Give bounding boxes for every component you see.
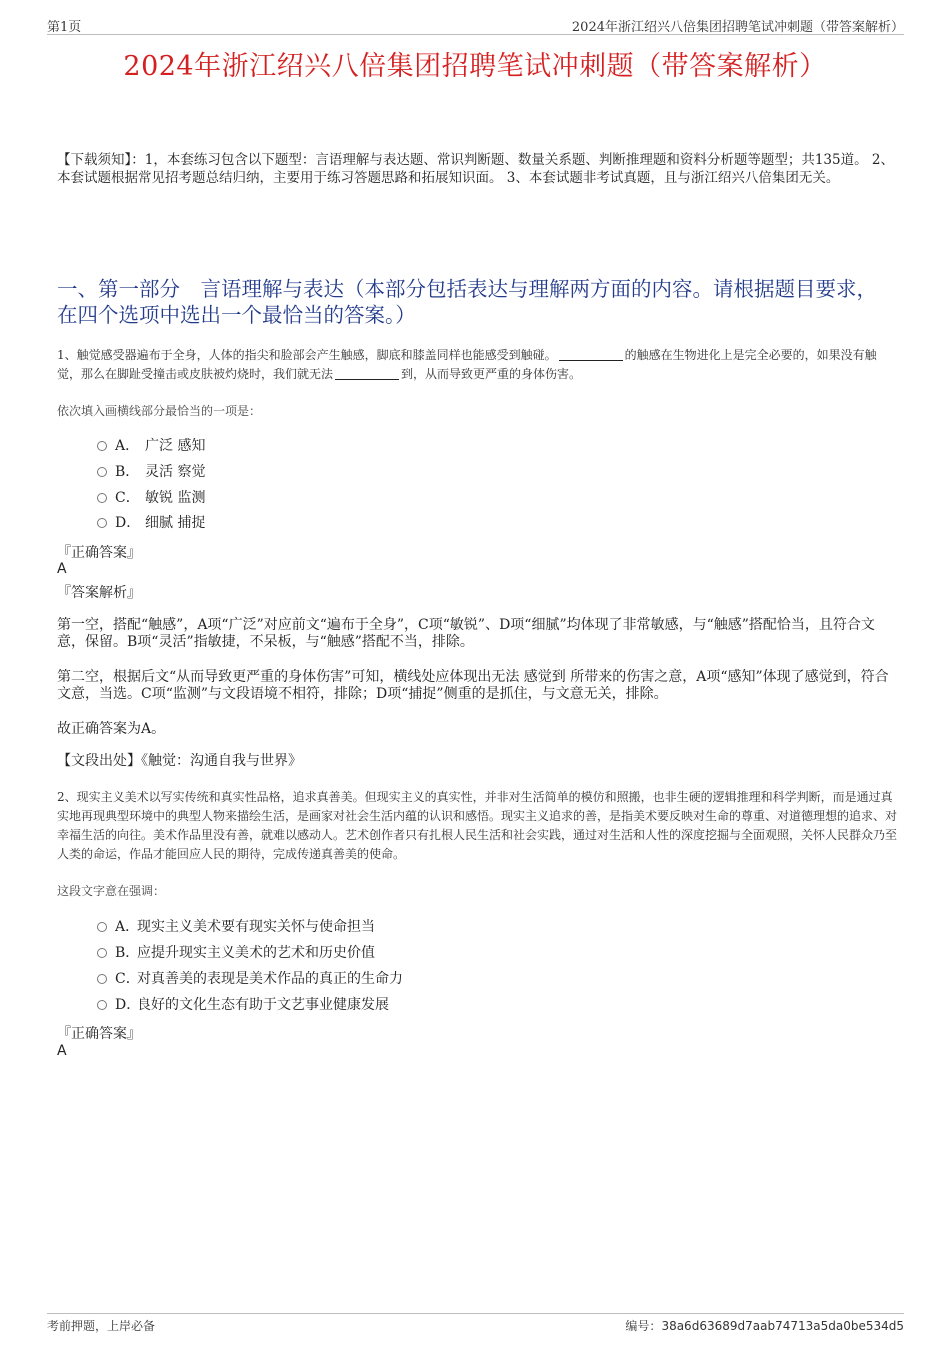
q1-answer: A: [57, 561, 67, 577]
question-2-stem: 这段文字意在强调：: [57, 884, 166, 898]
q1-analysis-label: 『答案解析』: [57, 585, 141, 601]
footer-slogan: 考前押题，上岸必备: [47, 1319, 156, 1333]
radio-icon[interactable]: [97, 518, 107, 528]
radio-icon[interactable]: [97, 441, 107, 451]
header-doc-title: 2024年浙江绍兴八倍集团招聘笔试冲刺题（带答案解析）: [571, 20, 904, 35]
page-header: [47, 14, 904, 35]
q2-option-a[interactable]: A．现实主义美术要有现实关怀与使命担当: [97, 917, 375, 937]
q2-option-b[interactable]: B．应提升现实主义美术的艺术和历史价值: [97, 943, 375, 963]
q1-option-d[interactable]: D． 细腻 捕捉: [97, 513, 205, 533]
q1-option-c[interactable]: C． 敏锐 监测: [97, 488, 205, 508]
q2-option-c[interactable]: C．对真善美的表现是美术作品的真正的生命力: [97, 969, 403, 989]
page-number: 第1页: [47, 20, 82, 35]
q1-option-b[interactable]: B． 灵活 察觉: [97, 462, 205, 482]
radio-icon[interactable]: [97, 467, 107, 477]
q1-answer-label: 『正确答案』: [57, 545, 141, 561]
question-1-stem: 依次填入画横线部分最恰当的一项是：: [57, 404, 262, 418]
download-notice: 【下载须知】：1，本套练习包含以下题型：言语理解与表达题、常识判断题、数量关系题、判断推理题和资料分析题等题型；共135道。 2、本套试题根据常见招考题总结归纳，主要用于练习答题思路和拓展知识面。 3、本套试题非考试真题，且与浙江绍兴八倍集团无关。: [57, 152, 894, 186]
radio-icon[interactable]: [97, 493, 107, 503]
page-footer: [47, 1313, 904, 1334]
question-1-text: 1、触觉感受器遍布于全身，人体的指尖和脸部会产生触感，脚底和膝盖同样也能感受到触碰。 的触感在生物进化上是完全必要的，如果没有触觉，那么在脚趾受撞击或皮肤被灼烧时，我们就无法 到，从而导致更严重的身体伤害。: [57, 348, 877, 381]
q1-analysis-paragraph: 故正确答案为A。: [57, 721, 166, 737]
q2-option-d[interactable]: D．良好的文化生态有助于文艺事业健康发展: [97, 995, 389, 1015]
section-title: 一、第一部分 言语理解与表达（本部分包括表达与理解两方面的内容。请根据题目要求，在四个选项中选出一个最恰当的答案。）: [57, 277, 877, 327]
radio-icon[interactable]: [97, 974, 107, 984]
radio-icon[interactable]: [97, 922, 107, 932]
q2-answer: A: [57, 1043, 67, 1059]
q1-analysis-paragraph: 第二空，根据后文“从而导致更严重的身体伤害”可知，横线处应体现出无法 感觉到 所带来的伤害之意，A项“感知”体现了感觉到，符合文意，当选。C项“监测”与文段语境不相符，排除；D项“捕捉”侧重的是抓住，与文意无关，排除。: [57, 669, 889, 702]
q1-option-a[interactable]: A． 广泛 感知: [97, 436, 205, 456]
document-title: 2024年浙江绍兴八倍集团招聘笔试冲刺题（带答案解析）: [123, 51, 827, 82]
q1-analysis-paragraph: 第一空，搭配“触感”，A项“广泛”对应前文“遍布于全身”，C项“敏锐”、D项“细腻”均体现了非常敏感，与“触感”搭配恰当，且符合文意，保留。B项“灵活”指敏捷，不呆板，与“触感”搭配不当，排除。: [57, 617, 875, 650]
radio-icon[interactable]: [97, 1000, 107, 1010]
q1-source: 【文段出处】《触觉：沟通自我与世界》: [57, 753, 302, 769]
question-2-text: 2、现实主义美术以写实传统和真实性品格，追求真善美。但现实主义的真实性，并非对生活简单的模仿和照搬，也非生硬的逻辑推理和科学判断，而是通过真实地再现典型环境中的典型人物来描绘生活，是画家对社会生活内蕴的认识和感悟。现实主义追求的善，是指美术要反映对生命的尊重、对道德理想的追求、对幸福生活的向往。美术作品里没有善，就难以感动人。艺术创作者只有扎根人民生活和社会实践，通过对生活和人性的深度挖掘与全面观照，关怀人民群众乃至人类的命运，作品才能回应人民的期待，完成传递真善美的使命。: [57, 790, 898, 861]
q2-answer-label: 『正确答案』: [57, 1026, 141, 1042]
fill-blank-1: [559, 348, 623, 361]
fill-blank-2: [335, 367, 399, 380]
footer-code: 编号：38a6d63689d7aab74713a5da0be534d5: [625, 1319, 904, 1333]
radio-icon[interactable]: [97, 948, 107, 958]
